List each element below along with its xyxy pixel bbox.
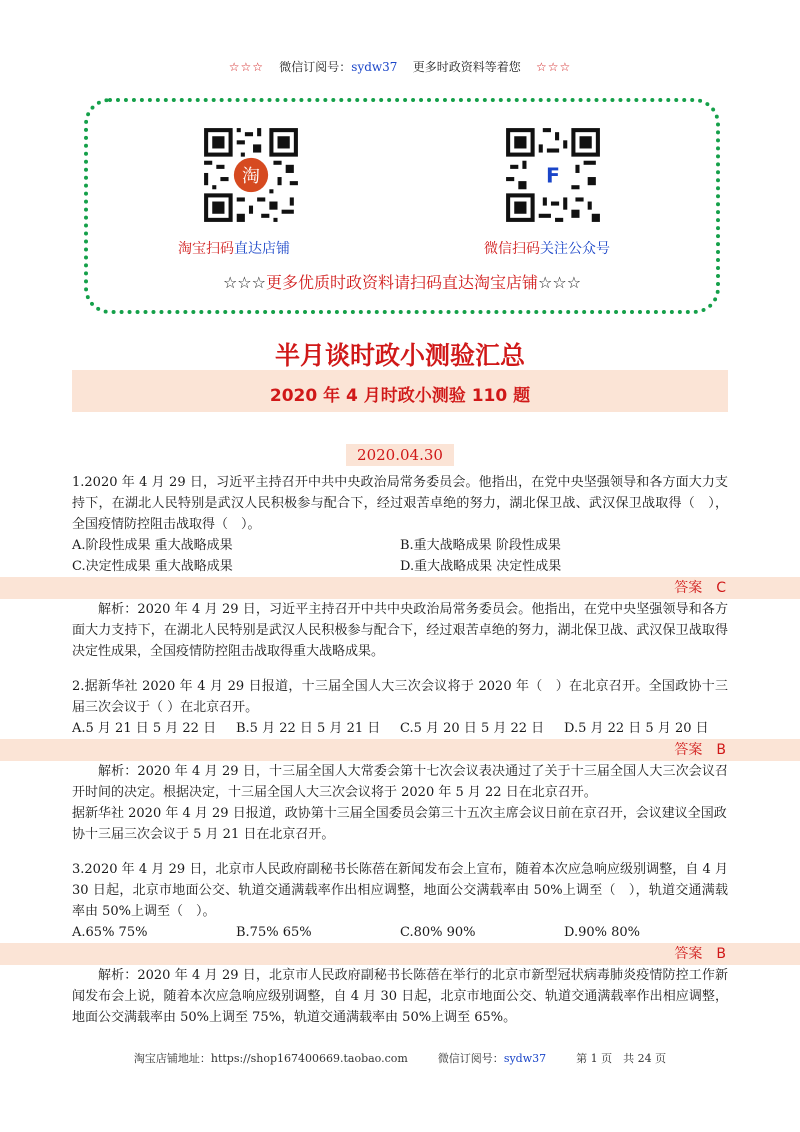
wechat-qr-icon (502, 124, 604, 226)
page-title: 半月谈时政小测验汇总 (274, 341, 525, 370)
footer-shop-address[interactable]: 淘宝店铺地址：https://shop167400669.taobao.com (133, 1052, 408, 1065)
footer-wechat-label: 微信订阅号： (437, 1052, 504, 1065)
option-b: B.5 月 22 日 5 月 21 日 (236, 721, 381, 736)
question-item (72, 859, 728, 1028)
question-options (72, 922, 728, 943)
question-item (72, 676, 728, 845)
option-c: C.决定性成果 重大战略成果 (72, 559, 233, 574)
answer-analysis: 解析：2020 年 4 月 29 日，习近平主持召开中共中央政治局常务委员会。他指出，在党中央坚强领导和各方面大力支持下，在湖北人民特别是武汉人民积极参与配合下，经过艰苦卓绝的努力，湖北保卫战、武汉保卫战取得决定性成果，全国疫情防控阻击战取得重大战略成果。 (72, 602, 728, 659)
header-stars-left: ☆☆☆ (228, 60, 264, 74)
promo-line (88, 270, 716, 293)
wechat-caption-part-b: 关注公众号 (540, 241, 610, 257)
option-c: C.5 月 20 日 5 月 22 日 (400, 721, 545, 736)
promo-line-text: 更多优质时政资料请扫码直达淘宝店铺 (265, 273, 538, 292)
option-a: A.阶段性成果 重大战略成果 (72, 538, 233, 553)
header-stars-right: ☆☆☆ (536, 60, 572, 74)
option-a: A.65% 75% (72, 925, 148, 940)
wechat-qr-code[interactable] (502, 124, 604, 226)
question-options (72, 556, 728, 577)
page-subtitle: 2020 年 4 月时政小测验 110 题 (269, 386, 531, 406)
question-options (72, 718, 728, 739)
header-text-suffix: 更多时政资料等着您 (412, 60, 521, 74)
answer-analysis-extra: 据新华社 2020 年 4 月 29 日报道，政协第十三届全国委员会第三十五次主席会议日前在京召开，会议建议全国政协十三届三次会议于 5 月 21 日在北京召开。 (72, 806, 727, 842)
question-text: 1.2020 年 4 月 29 日，习近平主持召开中共中央政治局常务委员会。他指出，在党中央坚强领导和各方面大力支持下，在湖北人民特别是武汉人民积极参与配合下，经过艰苦卓绝的努力，湖北保卫战、武汉保卫战取得（ ），全国疫情防控阻击战取得（ ）。 (72, 475, 728, 532)
option-d: D.90% 80% (564, 925, 641, 940)
promo-box (84, 98, 720, 314)
answer-label: 答案 C (0, 577, 800, 599)
taobao-caption-part-a: 淘宝扫码 (178, 241, 234, 257)
option-b: B.重大战略成果 阶段性成果 (400, 538, 561, 553)
taobao-caption-part-b: 直达店铺 (234, 241, 290, 257)
question-options (72, 535, 728, 556)
option-b: B.75% 65% (236, 925, 312, 940)
question-list (72, 472, 728, 1028)
option-d: D.5 月 22 日 5 月 20 日 (564, 721, 709, 736)
question-text: 2.据新华社 2020 年 4 月 29 日报道，十三届全国人大三次会议将于 2020 年（ ）在北京召开。全国政协十三届三次会议于（ ）在北京召开。 (72, 679, 728, 715)
header-text-prefix: 微信订阅号： (279, 60, 352, 74)
promo-stars-left: ☆☆☆ (222, 273, 266, 292)
taobao-qr-caption (178, 238, 290, 258)
date-tag: 2020.04.30 (346, 444, 454, 466)
answer-label: 答案 B (0, 739, 800, 761)
taobao-qr-icon (200, 124, 302, 226)
option-d: D.重大战略成果 决定性成果 (400, 559, 562, 574)
spacer (72, 662, 728, 676)
footer-page-info: 第 1 页 共 24 页 (576, 1052, 667, 1065)
footer-wechat-account: sydw37 (503, 1052, 547, 1065)
answer-label: 答案 B (0, 943, 800, 965)
wechat-qr-caption (484, 238, 610, 258)
answer-analysis: 解析：2020 年 4 月 29 日，十三届全国人大常委会第十七次会议表决通过了关于十三届全国人大三次会议召开时间的决定。根据决定，十三届全国人大三次会议将于 2020 年 5 月 22 日在北京召开。 (72, 764, 728, 800)
option-c: C.80% 90% (400, 925, 476, 940)
option-a: A.5 月 21 日 5 月 22 日 (72, 721, 217, 736)
answer-analysis: 解析：2020 年 4 月 29 日，北京市人民政府副秘书长陈蓓在举行的北京市新型冠状病毒肺炎疫情防控工作新闻发布会上说，随着本次应急响应级别调整，自 4 月 30 日起，北京市地面公交、轨道交通满载率作出相应调整，地面公交满载率由 50%上调至 75%，轨道交通满载率由 50%上调至 65%。 (72, 968, 728, 1025)
taobao-qr-code[interactable] (200, 124, 302, 226)
header-banner (0, 58, 800, 75)
svg-text:淘: 淘 (242, 165, 260, 187)
spacer (72, 845, 728, 859)
question-item (72, 472, 728, 662)
wechat-caption-part-a: 微信扫码 (484, 241, 540, 257)
header-account: sydw37 (351, 60, 398, 74)
promo-stars-right: ☆☆☆ (538, 273, 582, 292)
page-footer (0, 1050, 800, 1066)
svg-text:F: F (546, 163, 560, 188)
question-text: 3.2020 年 4 月 29 日，北京市人民政府副秘书长陈蓓在新闻发布会上宣布，随着本次应急响应级别调整，自 4 月 30 日起，北京市地面公交、轨道交通满载率作出相应调整，地面公交满载率由 50%上调至（ ），轨道交通满载率由 50%上调至（ ）。 (72, 862, 728, 919)
